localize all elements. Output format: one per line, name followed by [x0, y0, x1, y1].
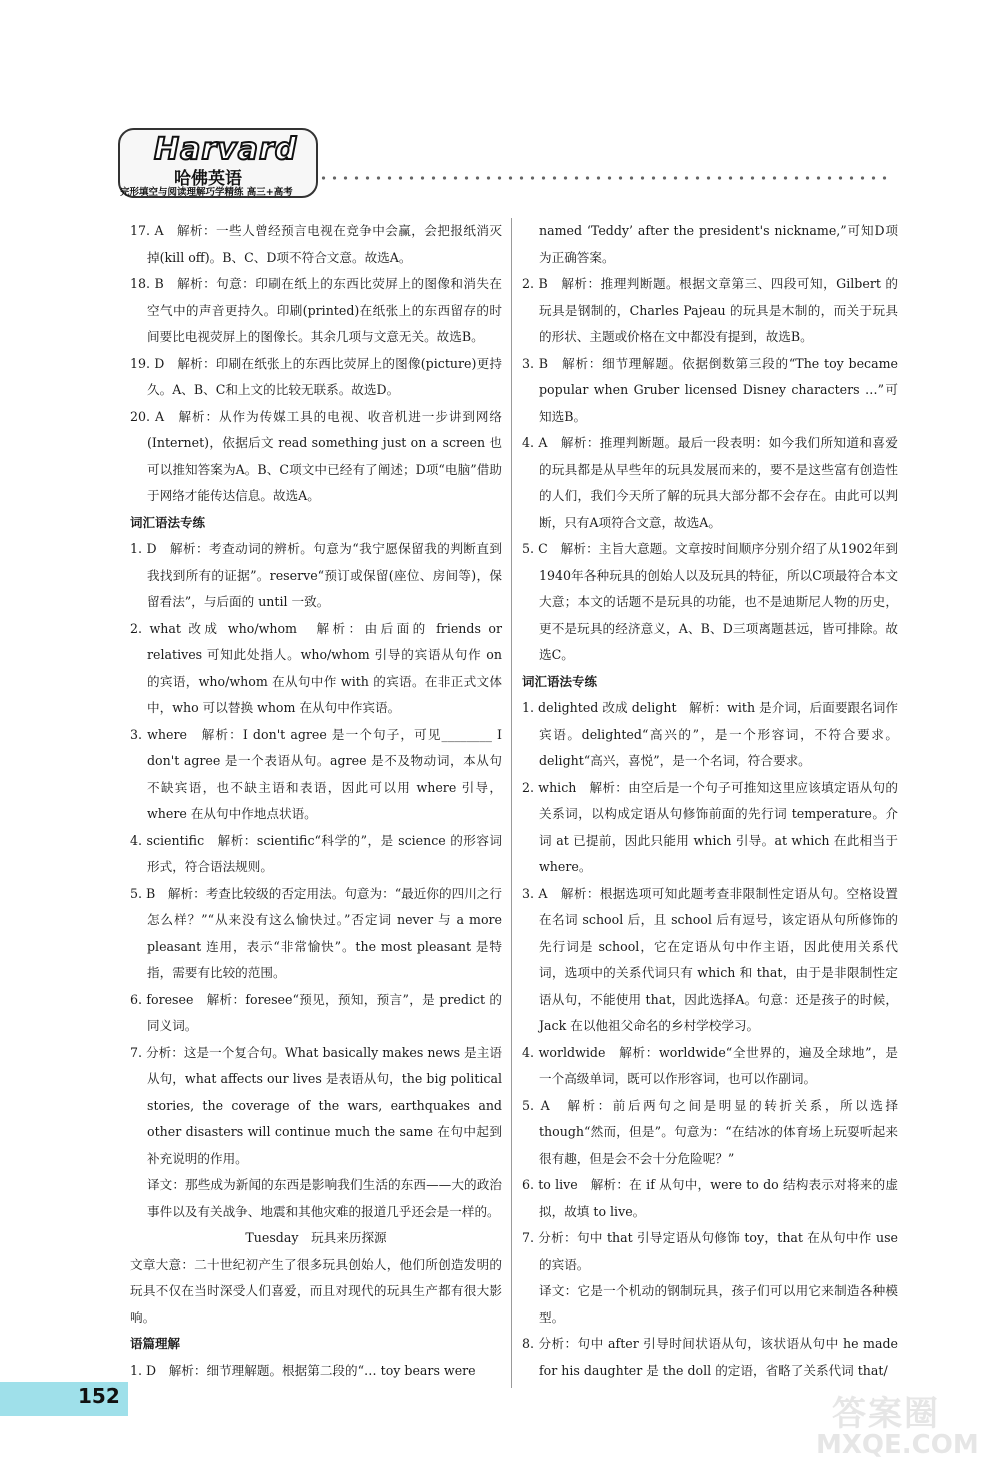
answer-paragraph: 4. worldwide 解析：worldwide“全世界的，遍及全球地”，是一个高级单词，既可以作形容词，也可以作副词。 — [522, 1044, 898, 1086]
watermark-logo — [816, 1386, 992, 1460]
harvard-logo — [118, 128, 318, 198]
answer-paragraph: 3. A 解析：根据选项可知此题考查非限制性定语从句。空格设置在名词 school 后，且 school 后有逗号，该定语从句所修饰的先行词是 school，它在定语从句中作主语，因此使用关系代词，选项中的关系代词只有 which 和 that，由于是非限制性定语从句，不能使用 that，因此选择A。句意：还是孩子的时候，Jack 在以他祖父命名的乡村学校学习。 — [522, 885, 898, 1033]
page-number: 152 — [78, 1384, 120, 1408]
logo-chinese-title: 哈佛英语 — [174, 169, 242, 189]
answer-paragraph: 8. 分析：句中 after 引导时间状语从句，该状语从句中 he made for his daughter 是 the doll 的定语，省略了关系代词 that/ — [522, 1336, 898, 1378]
answer-paragraph: 3. B 解析：细节理解题。依据倒数第三段的“The toy became popular when Gruber licensed Disney characters …”可知选B。 — [522, 355, 898, 424]
answer-paragraph: 5. A 解析：前后两句之间是明显的转折关系，所以选择 though“然而，但是”。句意为：“在结冰的体育场上玩耍听起来很有趣，但是会不会十分危险呢？” — [522, 1097, 898, 1166]
answer-paragraph: 2. B 解析：推理判断题。根据文章第三、四段可知，Gilbert 的玩具是钢制的，Charles Pajeau 的玩具是木制的，而关于玩具的形状、主题或价格在文中都没有提到，故选B。 — [522, 276, 898, 344]
answer-paragraph: named ‘Teddy’ after the president's nickname,”可知D项为正确答案。 — [539, 223, 898, 265]
answer-paragraph: 译文：那些成为新闻的东西是影响我们生活的东西——大的政治事件以及有关战争、地震和其他灾难的报道几乎还会是一样的。 — [147, 1177, 502, 1219]
answer-paragraph: 1. D 解析：考查动词的辨析。句意为“我宁愿保留我的判断直到我找到所有的证据”。reserve“预订或保留(座位、房间等)，保留看法”，与后面的 until 一致。 — [130, 541, 502, 609]
answer-paragraph: 1. D 解析：细节理解题。根据第二段的“… toy bears were — [130, 1362, 476, 1378]
header-dotted-rule — [318, 176, 888, 180]
answer-paragraph: 译文：它是一个机动的钢制玩具，孩子们可以用它来制造各种模型。 — [539, 1283, 898, 1325]
answer-paragraph: 19. D 解析：印刷在纸张上的东西比荧屏上的图像(picture)更持久。A、B、C和上文的比较无联系。故选D。 — [130, 355, 502, 397]
watermark-text-top: 答案圈 — [832, 1394, 940, 1434]
answer-paragraph: 18. B 解析：句意：印刷在纸上的东西比荧屏上的图像和消失在空气中的声音更持久。印刷(printed)在纸张上的东西留存的时间要比电视荧屏上的图像长。其余几项与文意无关。故选B。 — [130, 276, 502, 344]
answer-paragraph: 5. B 解析：考查比较级的否定用法。句意为：“最近你的四川之行怎么样？”“从来没有这么愉快过。”否定词 never 与 a more pleasant 连用，表示“非常愉快”。the most pleasant 是特指，需要有比较的范围。 — [130, 885, 502, 980]
logo-word: Harvard — [154, 132, 298, 167]
answer-paragraph: 7. 分析：句中 that 引导定语从句修饰 toy，that 在从句中作 use 的宾语。 — [522, 1230, 898, 1272]
book-subtitle: 完形填空与阅读理解巧学精练 高三+高考 — [120, 187, 293, 198]
answer-paragraph: 20. A 解析：从作为传媒工具的电视、收音机进一步讲到网络(Internet)，依据后文 read something just on a screen 也可以推知答案为A。B、C项文中已经有了阐述；D项“电脑”借助于网络才能传达信息。故选A。 — [130, 408, 502, 503]
right-column — [522, 218, 898, 1384]
watermark-text-bottom: MXQE.COM — [816, 1430, 979, 1460]
section-heading: 词汇语法专练 — [522, 673, 598, 689]
answer-paragraph: 7. 分析：这是一个复合句。What basically makes news 是主语从句，what affects our lives 是表语从句，the big political stories, the coverage of the wars, earthquakes and other disasters will continue much the same 在句中起到补充说明的作用。 — [130, 1044, 502, 1166]
answer-paragraph: 文章大意：二十世纪初产生了很多玩具创始人，他们所创造发明的玩具不仅在当时深受人们喜爱，而且对现代的玩具生产都有很大影响。 — [130, 1256, 502, 1325]
answer-paragraph: 17. A 解析：一些人曾经预言电视在竞争中会赢，会把报纸消灭掉(kill off)。B、C、D项不符合文意。故选A。 — [130, 223, 502, 265]
answer-paragraph: 6. foresee 解析：foresee“预见，预知，预言”，是 predict 的同义词。 — [130, 991, 502, 1033]
answer-paragraph: 3. where 解析：I don't agree 是一个句子，可见________ I don't agree 是一个表语从句。agree 是不及物动词，本从句不缺宾语，也不缺主语和表语，因此可以用 where 引导，where 在从句中作地点状语。 — [130, 726, 502, 821]
left-column — [130, 218, 502, 1384]
answer-paragraph: 2. what 改成 who/whom 解析：由后面的 friends or relatives 可知此处指人。who/whom 引导的宾语从句作 on 的宾语，who/whom 在从句中作 with 的宾语。在非正式文体中，who 可以替换 whom 在从句中作宾语。 — [130, 620, 502, 715]
answer-paragraph: 4. scientific 解析：scientific“科学的”，是 science 的形容词形式，符合语法规则。 — [130, 832, 502, 874]
answer-paragraph: 6. to live 解析：在 if 从句中，were to do 结构表示对将来的虚拟，故填 to live。 — [522, 1177, 898, 1219]
answer-paragraph: 1. delighted 改成 delight 解析：with 是介词，后面要跟名词作宾语。delighted“高兴的”，是一个形容词，不符合要求。delight“高兴，喜悦”，是一个名词，符合要求。 — [522, 700, 898, 768]
answer-paragraph: 2. which 解析：由空后是一个句子可推知这里应该填定语从句的关系词，以构成定语从句修饰前面的先行词 temperature。介词 at 已提前，因此只能用 which 引导。at which 在此相当于 where。 — [522, 779, 898, 874]
page-header — [118, 128, 918, 198]
section-heading: 语篇理解 — [130, 1336, 181, 1351]
article-title: Tuesday 玩具来历探源 — [245, 1230, 387, 1245]
column-divider — [511, 218, 512, 1388]
answer-paragraph: 4. A 解析：推理判断题。最后一段表明：如今我们所知道和喜爱的玩具都是从早些年的玩具发展而来的，要不是这些富有创造性的人们，我们今天所了解的玩具大部分都不会存在。由此可以判断，只有A项符合文意，故选A。 — [522, 435, 898, 530]
answer-paragraph: 5. C 解析：主旨大意题。文章按时间顺序分别介绍了从1902年到1940年各种玩具的创始人以及玩具的特征，所以C项最符合本文大意；本文的话题不是玩具的功能，也不是迪斯尼人物的历史，更不是玩具的经济意义，A、B、D三项离题甚远，皆可排除。故选C。 — [522, 541, 898, 662]
section-heading: 词汇语法专练 — [130, 514, 206, 530]
